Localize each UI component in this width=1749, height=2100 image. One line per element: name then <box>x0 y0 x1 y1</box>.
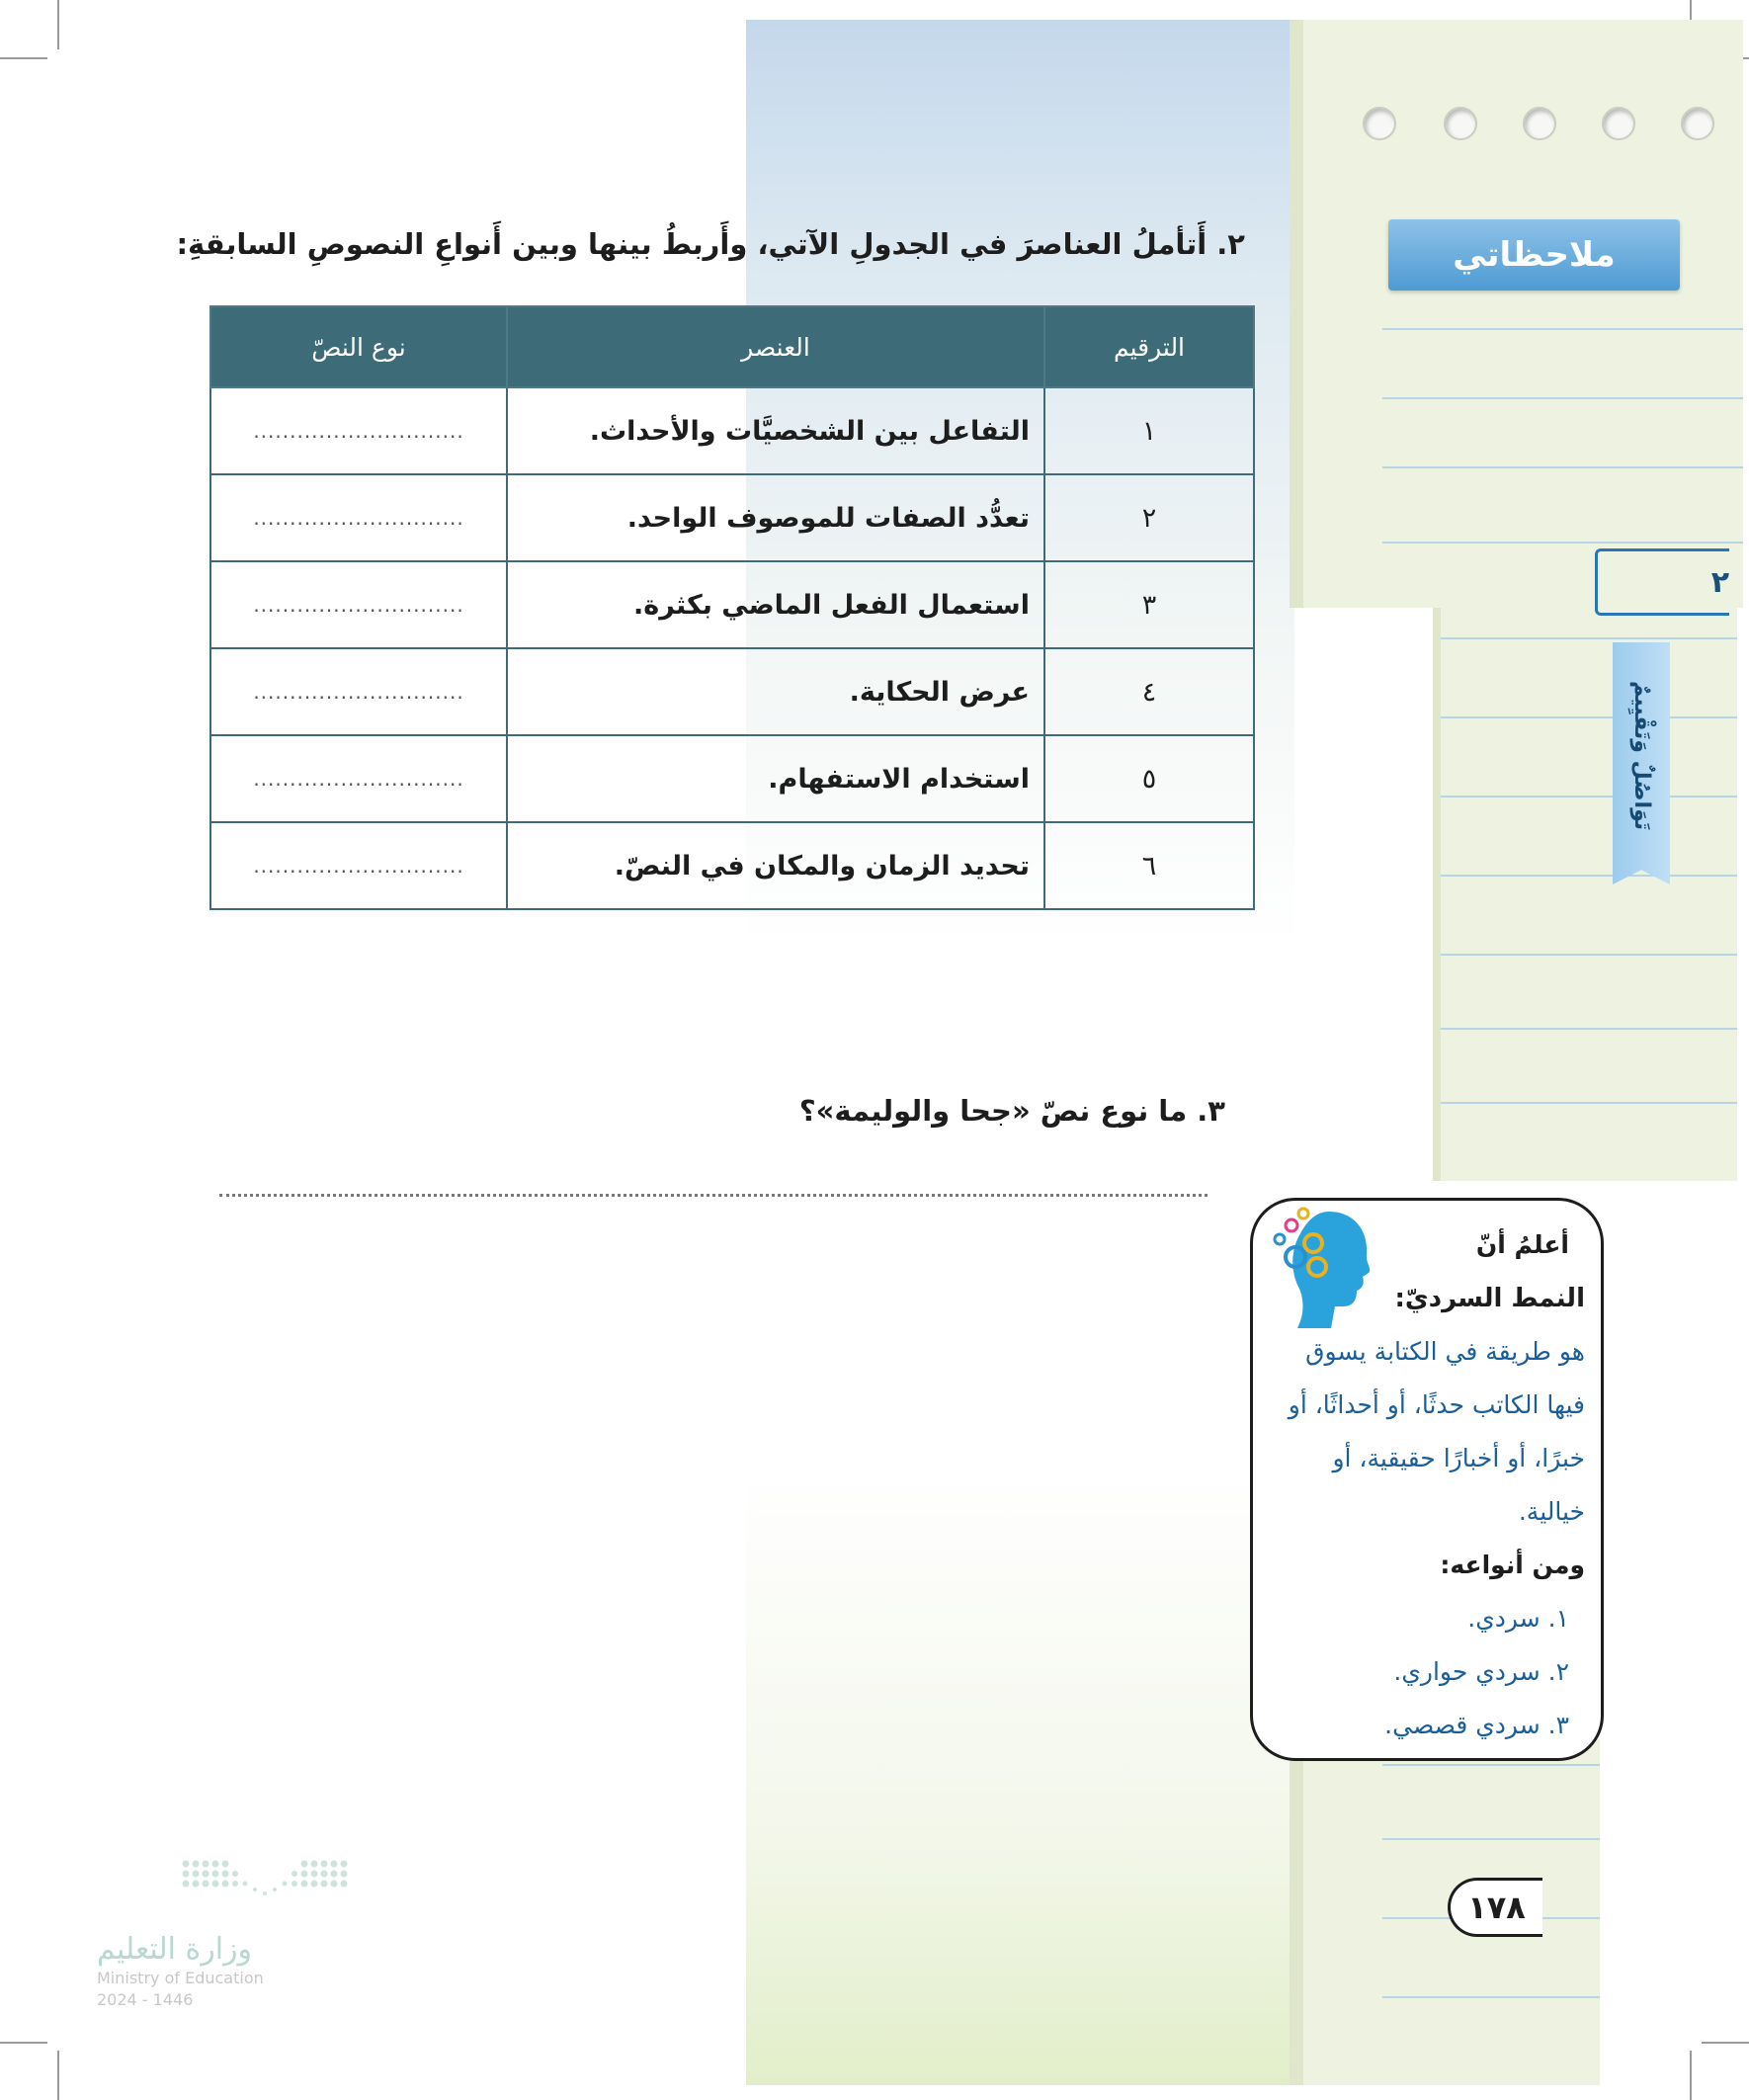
row-element: عرض الحكاية. <box>507 648 1044 735</box>
row-answer-blank[interactable]: ............................. <box>210 648 507 735</box>
ministry-name-en: Ministry of Education <box>97 1969 264 1987</box>
table-row <box>210 474 1254 561</box>
notebook-rule <box>1382 328 1743 330</box>
crop-mark <box>57 0 59 49</box>
notebook-rule <box>1382 1838 1600 1840</box>
notes-notebook-lower <box>1433 608 1737 1181</box>
row-number: ١ <box>1044 387 1254 474</box>
row-element: التفاعل بين الشخصيَّات والأحداث. <box>507 387 1044 474</box>
row-element: تعدُّد الصفات للموصوف الواحد. <box>507 474 1044 561</box>
crop-mark <box>1702 2042 1749 2044</box>
know-box-title: أعلمُ أنّ <box>1475 1230 1569 1259</box>
notes-notebook-bottom <box>1290 1739 1600 2085</box>
table-row <box>210 822 1254 909</box>
binder-hole <box>1602 107 1635 140</box>
crop-mark <box>0 57 47 59</box>
crop-mark <box>0 2042 47 2044</box>
question-2-text: أَتأملُ العناصرَ في الجدولِ الآتي، وأَربطُ بينها وبين أَنواعِ النصوصِ السابقةِ: <box>176 227 1208 261</box>
header-text-type: نوع النصّ <box>210 306 507 387</box>
notebook-rule <box>1441 1102 1737 1104</box>
notebook-rule <box>1441 954 1737 956</box>
binder-hole <box>1444 107 1477 140</box>
row-number: ٥ <box>1044 735 1254 822</box>
table-header-row <box>210 306 1254 387</box>
row-number: ٣ <box>1044 561 1254 648</box>
notebook-rule <box>1441 716 1737 718</box>
notebook-rule <box>1382 1764 1600 1766</box>
crop-mark <box>1690 2051 1692 2100</box>
know-box-type-item: ٣. سردي قصصي. <box>1384 1711 1569 1739</box>
know-box-definition: هو طريقة في الكتابة يسوق فيها الكاتب حدثًا، أو أحداثًا، أو خبرًا، أو أخبارًا حقيقية، أو خيالية. <box>1288 1337 1585 1526</box>
ministry-name-ar: وزارة التعليم <box>97 1932 253 1967</box>
notebook-rule <box>1441 875 1737 877</box>
notebook-rule <box>1441 637 1737 639</box>
notebook-rule <box>1441 1028 1737 1030</box>
notebook-rule <box>1441 796 1737 798</box>
question-3 <box>534 1094 1225 1128</box>
crop-mark <box>57 2051 59 2100</box>
question-3-answer-line[interactable] <box>219 1194 1208 1197</box>
row-element: تحديد الزمان والمكان في النصّ. <box>507 822 1044 909</box>
notebook-rule <box>1382 397 1743 399</box>
row-number: ٦ <box>1044 822 1254 909</box>
know-box-type-item: ١. سردي. <box>1467 1604 1569 1633</box>
question-2 <box>158 227 1245 261</box>
question-3-number: ٣. <box>1197 1094 1225 1128</box>
row-answer-blank[interactable]: ............................. <box>210 822 507 909</box>
notebook-rule <box>1382 466 1743 468</box>
header-element: العنصر <box>507 306 1044 387</box>
table-row <box>210 648 1254 735</box>
row-element: استعمال الفعل الماضي بكثرة. <box>507 561 1044 648</box>
notebook-rule <box>1382 1996 1600 1998</box>
know-box-term: النمط السرديّ: <box>1394 1284 1585 1313</box>
table-row <box>210 735 1254 822</box>
row-number: ٤ <box>1044 648 1254 735</box>
header-number: الترقيم <box>1044 306 1254 387</box>
row-element: استخدام الاستفهام. <box>507 735 1044 822</box>
row-answer-blank[interactable]: ............................. <box>210 561 507 648</box>
row-number: ٢ <box>1044 474 1254 561</box>
unit-ribbon-label: تَوَاصُلٌ وَتَقْيِيمٌ <box>1629 681 1654 831</box>
unit-number-box: ٢ <box>1595 548 1729 616</box>
know-box-types-title: ومن أنواعه: <box>1440 1551 1585 1579</box>
notes-notebook-panel <box>1290 20 1743 608</box>
ministry-logo-icon <box>178 1856 351 1905</box>
row-answer-blank[interactable]: ............................. <box>210 735 507 822</box>
question-2-number: ٢. <box>1216 227 1245 261</box>
notes-title-tab: ملاحظاتي <box>1388 219 1680 291</box>
elements-table <box>209 305 1255 910</box>
question-3-text: ما نوع نصّ «جحا والوليمة»؟ <box>798 1094 1188 1128</box>
binder-hole <box>1523 107 1556 140</box>
table-row <box>210 561 1254 648</box>
row-answer-blank[interactable]: ............................. <box>210 387 507 474</box>
head-gears-icon <box>1270 1204 1378 1332</box>
notebook-rule <box>1382 542 1743 544</box>
table-row <box>210 387 1254 474</box>
ministry-year: 2024 - 1446 <box>97 1990 194 2009</box>
know-box-type-item: ٢. سردي حواري. <box>1393 1657 1569 1686</box>
binder-hole <box>1363 107 1396 140</box>
page-number: ١٧٨ <box>1448 1878 1542 1937</box>
row-answer-blank[interactable]: ............................. <box>210 474 507 561</box>
binder-hole <box>1681 107 1714 140</box>
